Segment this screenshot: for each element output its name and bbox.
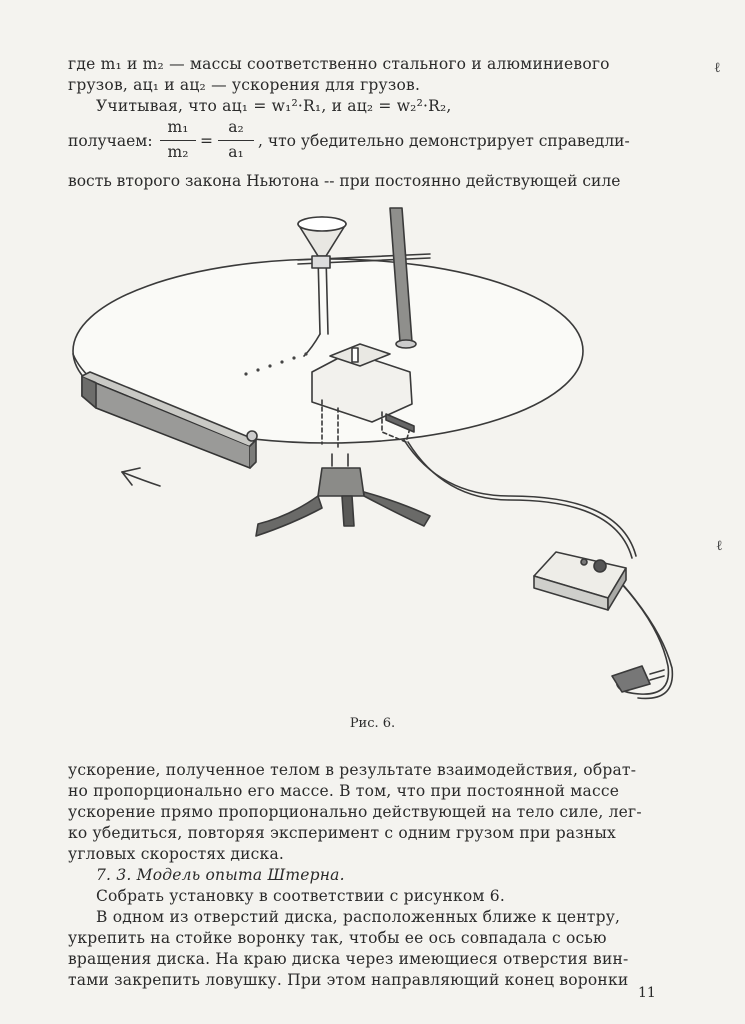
text-line: Собрать установку в соответствии с рисунком 6. (96, 887, 505, 905)
figure-caption: Рис. 6. (349, 716, 396, 731)
fraction-bar (218, 140, 254, 141)
text-line: грузов, aц₁ и aц₂ — ускорения для грузов. (68, 76, 421, 94)
fraction-bar (160, 140, 196, 141)
text-line: Учитывая, что aц₁ = w₁²·R₁, и aц₂ = w₂²·R₂, (96, 97, 452, 115)
fraction-numerator: m₁ (167, 118, 189, 136)
power-cable (404, 440, 672, 698)
bottom-paragraph (68, 760, 668, 991)
tripod-base (256, 454, 430, 536)
text-line: угловых скоростях диска. (68, 845, 285, 863)
formula-continuation: , что убедительно демонстрирует справедли- (258, 132, 630, 150)
equals-sign: = (200, 132, 213, 150)
fraction-denominator: m₂ (167, 143, 189, 161)
text-line: ускорение, полученное телом в результате взаимодействия, обрат- (68, 761, 637, 779)
fraction-denominator: a₁ (228, 143, 244, 161)
text-line: тами закрепить ловушку. При этом направляющий конец воронки (68, 971, 629, 989)
section-heading: 7. 3. Модель опыта Штерна. (96, 866, 345, 884)
power-plug (612, 666, 664, 692)
fraction-accelerations (218, 118, 254, 161)
text-line: но пропорционально его массе. В том, что при постоянной массе (68, 782, 620, 800)
text-line: ко убедиться, повторяя эксперимент с одним грузом при разных (68, 824, 616, 842)
text-line: вращения диска. На краю диска через имеющиеся отверстия вин- (68, 950, 629, 968)
margin-mark: ℓ (714, 60, 721, 76)
text-line: укрепить на стойке воронку так, чтобы ее ось совпадала с осью (68, 929, 607, 947)
text-line: где m₁ и m₂ — массы соответственно стального и алюминиевого (68, 55, 610, 73)
rotation-arrow (122, 468, 160, 486)
control-box (534, 552, 626, 610)
fraction-masses (160, 118, 196, 161)
top-paragraph (68, 54, 668, 117)
formula (68, 118, 668, 166)
fraction-numerator: a₂ (228, 118, 244, 136)
figure-6-illustration (60, 196, 700, 716)
text-line: В одном из отверстий диска, расположенных ближе к центру, (96, 908, 621, 926)
text-line: вость второго закона Ньютона -- при постоянно действующей силе (68, 172, 621, 190)
text-line: ускорение прямо пропорционально действующей на тело силе, лег- (68, 803, 642, 821)
formula-label: получаем: (68, 132, 153, 150)
page-number: 11 (638, 985, 656, 1001)
margin-mark: ℓ (716, 538, 723, 554)
